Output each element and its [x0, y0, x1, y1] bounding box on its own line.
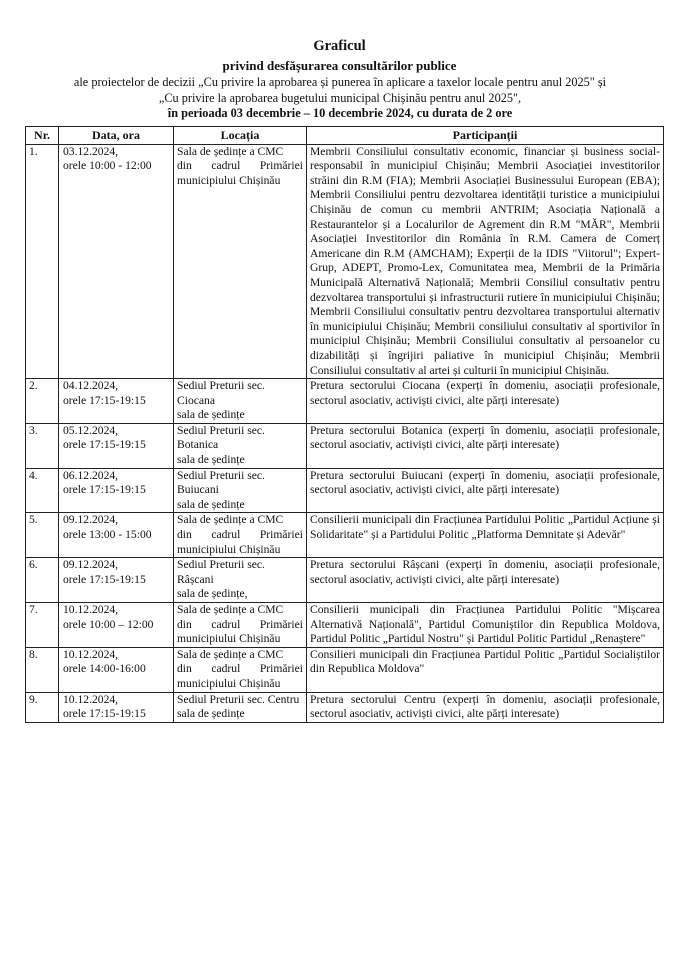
date-text: 04.12.2024,	[63, 379, 119, 393]
cell-date-time	[59, 423, 174, 468]
cell-location	[174, 513, 307, 558]
table-row	[26, 379, 664, 424]
table-row	[26, 603, 664, 648]
location-line-3: municipiului Chișinău	[177, 542, 281, 556]
cell-date-time	[59, 603, 174, 648]
column-header-date: Data, ora	[59, 127, 174, 145]
location-line-1: Sediul Preturii sec. Buiucani	[177, 468, 265, 497]
cell-location	[174, 558, 307, 603]
cell-date-time	[59, 144, 174, 379]
time-text: orele 10:00 – 12:00	[63, 617, 154, 631]
cell-location	[174, 603, 307, 648]
time-text: orele 17:15-19:15	[63, 572, 146, 586]
cell-nr: 3.	[26, 423, 59, 468]
column-header-nr: Nr.	[26, 127, 59, 145]
document-intro	[30, 75, 650, 122]
cell-participants: Pretura sectorului Buiucani (experți în domeniu, asociații profesionale, sectorul asociativ, activiști civici, alte părți interesate)	[307, 468, 664, 513]
cell-nr: 2.	[26, 379, 59, 424]
table-header-row	[26, 127, 664, 145]
intro-period: în perioada 03 decembrie – 10 decembrie 2024, cu durata de 2 ore	[167, 106, 513, 120]
location-line-2: sala de ședințe	[177, 707, 245, 721]
time-text: orele 17:15-19:15	[63, 707, 146, 721]
cell-date-time	[59, 379, 174, 424]
location-line-1: Sediul Preturii sec. Botanica	[177, 423, 265, 452]
location-line-1: Sala de ședințe a CMC	[177, 647, 284, 661]
cell-location	[174, 423, 307, 468]
cell-nr: 1.	[26, 144, 59, 379]
location-line-2: sala de ședințe	[177, 408, 245, 422]
cell-nr: 6.	[26, 558, 59, 603]
location-line-3: municipiului Chișinău	[177, 173, 281, 187]
date-text: 09.12.2024,	[63, 558, 119, 572]
location-line-3: municipiului Chișinău	[177, 632, 281, 646]
time-text: orele 17:15-19:15	[63, 438, 146, 452]
cell-date-time	[59, 647, 174, 692]
date-text: 05.12.2024,	[63, 423, 119, 437]
cell-participants: Pretura sectorului Centru (experți în domeniu, asociații profesionale, sectorul asociativ, activiști civici, alte părți interesate)	[307, 692, 664, 722]
cell-location	[174, 379, 307, 424]
location-line-2: sala de ședințe,	[177, 587, 248, 601]
location-line-1: Sala de ședințe a CMC	[177, 144, 284, 158]
location-line-1: Sala de ședințe a CMC	[177, 513, 284, 527]
table-row	[26, 144, 664, 379]
cell-participants: Pretura sectorului Râșcani (experți în domeniu, asociații profesionale, sectorul asociativ, activiști civici, alte părți interesate)	[307, 558, 664, 603]
table-row	[26, 513, 664, 558]
column-header-participants: Participanții	[307, 127, 664, 145]
table-row	[26, 647, 664, 692]
location-line-1: Sala de ședințe a CMC	[177, 603, 284, 616]
location-line-1: Sediul Preturii sec. Ciocana	[177, 379, 265, 407]
date-text: 10.12.2024,	[63, 647, 119, 661]
time-text: orele 17:15-19:15	[63, 393, 146, 407]
location-line-2: sala de ședințe	[177, 453, 245, 467]
cell-date-time	[59, 513, 174, 558]
location-line-1: Sediul Preturii sec. Râșcani	[177, 558, 265, 586]
table-row	[26, 423, 664, 468]
location-line-2: din cadrul Primăriei	[177, 662, 303, 676]
table-row	[26, 468, 664, 513]
table-row	[26, 692, 664, 722]
intro-line-1: ale proiectelor de decizii „Cu privire la aprobarea și punerea în aplicare a taxelor locale pentru anul 2025" și	[73, 75, 607, 89]
document-subtitle: privind desfășurarea consultărilor publice	[222, 58, 457, 73]
location-line-3: municipiului Chișinău	[177, 676, 281, 690]
cell-location	[174, 692, 307, 722]
cell-participants: Consilierii municipali din Fracțiunea Partidului Politic "Mișcarea Alternativă Națională", Partidul Comuniștilor din Republica Moldova, Partidul Politic „Partidul Nostru" și Partidul Politic Partidul „Renaștere"	[307, 603, 664, 648]
date-text: 06.12.2024,	[63, 468, 119, 482]
document-title: Graficul	[313, 38, 366, 54]
cell-date-time	[59, 558, 174, 603]
cell-date-time	[59, 468, 174, 513]
cell-location	[174, 468, 307, 513]
table-row	[26, 558, 664, 603]
date-text: 10.12.2024,	[63, 603, 119, 616]
cell-participants: Consilieri municipali din Fracțiunea Partidul Politic „Partidul Socialiștilor din Republica Moldova"	[307, 647, 664, 692]
time-text: orele 13:00 - 15:00	[63, 528, 152, 542]
date-text: 03.12.2024,	[63, 144, 119, 158]
time-text: orele 17:15-19:15	[63, 483, 146, 497]
date-text: 09.12.2024,	[63, 513, 119, 527]
column-header-location: Locația	[174, 127, 307, 145]
time-text: orele 14:00-16:00	[63, 662, 146, 676]
location-line-2: din cadrul Primăriei	[177, 617, 303, 631]
table-body	[26, 144, 664, 722]
date-text: 10.12.2024,	[63, 692, 119, 706]
location-line-2: din cadrul Primăriei	[177, 159, 303, 173]
cell-location	[174, 144, 307, 379]
cell-location	[174, 647, 307, 692]
consultation-schedule-table	[25, 126, 664, 723]
cell-participants: Pretura sectorului Ciocana (experți în domeniu, asociații profesionale, sectorul asociativ, activiști civici, alte părți interesate)	[307, 379, 664, 424]
cell-nr: 7.	[26, 603, 59, 648]
cell-nr: 5.	[26, 513, 59, 558]
cell-nr: 8.	[26, 647, 59, 692]
location-line-1: Sediul Preturii sec. Centru	[177, 692, 300, 706]
cell-participants: Consilierii municipali din Fracțiunea Partidului Politic „Partidul Acțiune și Solidaritate" și a Partidului Politic „Platforma Demnitate și Adevăr"	[307, 513, 664, 558]
location-line-2: din cadrul Primăriei	[177, 528, 303, 542]
intro-line-2: „Cu privire la aprobarea bugetului municipal Chișinău pentru anul 2025",	[158, 90, 522, 105]
cell-participants: Membrii Consiliului consultativ economic, financiar și business social-responsabil în municipiul Chișinău; Membrii Asociației investitorilor străini din R.M (FIA); Membrii Asociației Businessului European (EBA); Membrii Consiliului pentru dezvoltarea identității turistice a municipiului Chișinău de comun cu membrii ANTRIM; Asociația Națională a Restaurantelor și a Localurilor de Agrement din R.M "MĂR", Membrii Asociației Investitorilor din România în R.M. Camera de Comerț Americane din R.M (AMCHAM); Experții de la IDIS "Viitorul"; Expert-Grup, ADEPT, Promo-Lex, Comunitatea mea, Membrii de la Primăria Municipală Alternativă Națională; Membrii Consiliul consultativ pentru dezvoltarea transportului și infrastructurii rutiere în municipiului Chișinău; Membrii Consiliului consultativ pentru dezvoltarea transportului alternativ în municipiului Chișinău; Membrii consiliului consultativ al sportivilor în municipiul Chișinău; Membrii Consiliului consultativ al persoanelor cu dizabilități și îngrijiri paliative în municipiul Chișinău; Membrii Consiliului consultativ al artei și culturii în municipiul Chișinău.	[307, 144, 664, 379]
location-line-2: sala de ședințe	[177, 497, 245, 511]
cell-nr: 9.	[26, 692, 59, 722]
cell-date-time	[59, 692, 174, 722]
cell-participants: Pretura sectorului Botanica (experți în domeniu, asociații profesionale, sectorul asociativ, activiști civici, alte părți interesate)	[307, 423, 664, 468]
time-text: orele 10:00 - 12:00	[63, 159, 152, 173]
cell-nr: 4.	[26, 468, 59, 513]
